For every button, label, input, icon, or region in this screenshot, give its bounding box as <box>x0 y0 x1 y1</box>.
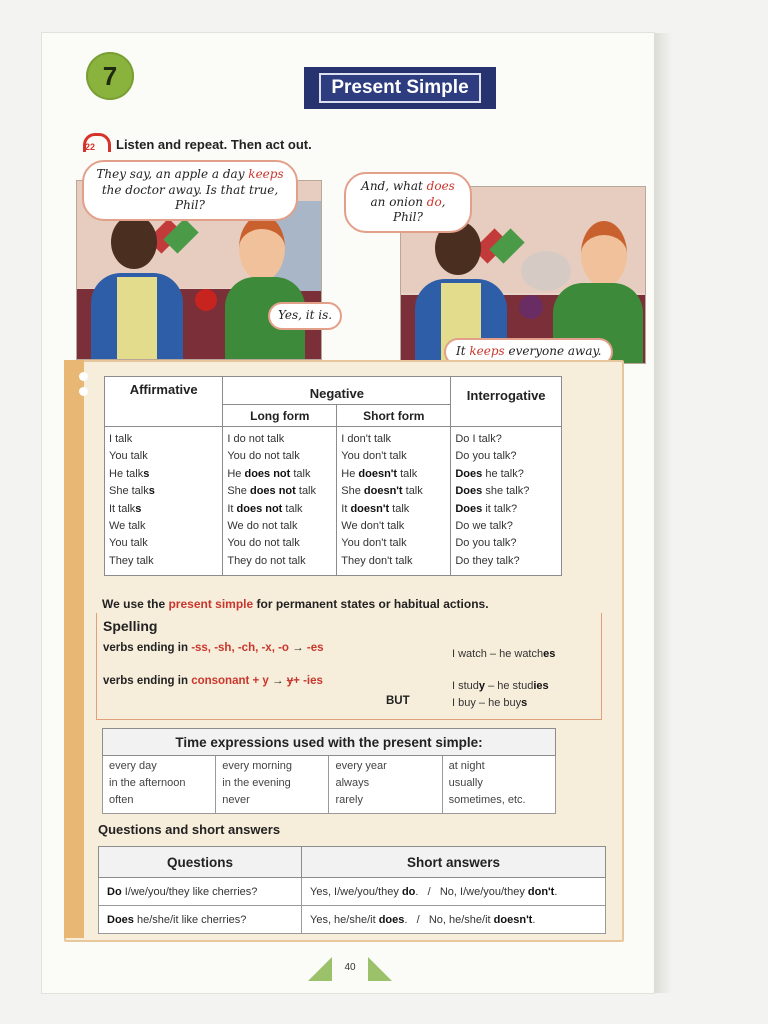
header-interrogative: Interrogative <box>451 377 562 427</box>
time-expression: sometimes, etc. <box>448 794 526 806</box>
page-number: 40 <box>344 962 356 973</box>
conjugation-line: It talks <box>109 502 142 515</box>
time-expression: never <box>222 794 250 806</box>
time-expressions-table <box>102 728 556 814</box>
conjugation-line: Do you talk? <box>455 537 517 550</box>
conjugation-line: You don't talk <box>341 537 407 550</box>
short-form-column <box>337 427 451 576</box>
answer-cell: Yes, he/she/it does. / No, he/she/it doesn't. <box>302 906 606 934</box>
time-expression: every year <box>335 760 387 772</box>
questions-title: Questions and short answers <box>98 822 281 837</box>
time-expression: in the evening <box>222 777 291 789</box>
header-short-answers: Short answers <box>302 847 606 878</box>
conjugation-line: She does not talk <box>227 485 317 498</box>
header-short-form: Short form <box>337 405 451 427</box>
header-negative: Negative <box>223 377 451 405</box>
spelling-example-2: I study – he studies <box>452 680 549 692</box>
time-expression-cell <box>329 756 442 814</box>
conjugation-line: You talk <box>109 450 148 463</box>
time-expressions-header: Time expressions used with the present simple: <box>103 729 556 756</box>
time-expression: in the afternoon <box>109 777 186 789</box>
conjugation-line: You don't talk <box>341 450 407 463</box>
conjugation-line: We don't talk <box>341 520 405 533</box>
conjugation-line: It does not talk <box>227 502 303 515</box>
conjugation-line: He talks <box>109 467 150 480</box>
conjugation-line: Does he talk? <box>455 467 524 480</box>
header-affirmative: Affirmative <box>105 377 223 427</box>
speech-bubble-1: They say, an apple a day keeps the doctor away. Is that true, Phil? <box>82 160 298 221</box>
speech-bubble-3: And, what does an onion do, Phil? <box>344 172 472 233</box>
time-expression-cell <box>442 756 555 814</box>
speech-bubble-4: It keeps everyone away. <box>444 338 613 366</box>
time-expression: at night <box>448 760 485 772</box>
bullet-dot <box>79 372 88 381</box>
time-expression: always <box>335 777 370 789</box>
conjugation-line: Do you talk? <box>455 450 517 463</box>
time-expression: often <box>109 794 134 806</box>
conjugation-line: They talk <box>109 554 154 567</box>
grammar-side-bar <box>64 360 84 938</box>
spelling-example-but: I buy – he buys <box>452 697 528 709</box>
time-expression: rarely <box>335 794 363 806</box>
conjugation-line: He does not talk <box>227 467 311 480</box>
conjugation-line: You talk <box>109 537 148 550</box>
question-cell: Does he/she/it like cherries? <box>99 906 302 934</box>
conjugation-line: She doesn't talk <box>341 485 423 498</box>
conjugation-line: It doesn't talk <box>341 502 410 515</box>
conjugation-line: I talk <box>109 433 133 445</box>
table-row <box>99 906 606 934</box>
conjugation-table <box>104 376 562 576</box>
track-number: 22 <box>85 142 96 152</box>
conjugation-line: They do not talk <box>227 554 306 567</box>
table-row <box>99 878 606 906</box>
answer-cell: Yes, I/we/you/they do. / No, I/we/you/they don't. <box>302 878 606 906</box>
conjugation-line: Does she talk? <box>455 485 530 498</box>
instruction-line <box>80 133 312 155</box>
conjugation-line: Do they talk? <box>455 554 520 567</box>
conjugation-line: Does it talk? <box>455 502 518 515</box>
conjugation-line: He doesn't talk <box>341 467 418 480</box>
conjugation-line: We do not talk <box>227 520 298 533</box>
spelling-rule-2: verbs ending in consonant + y → y+ -ies <box>103 675 323 687</box>
conjugation-line: You do not talk <box>227 450 300 463</box>
conjugation-line: I do not talk <box>227 433 285 445</box>
time-expression: every day <box>109 760 157 772</box>
header-questions: Questions <box>99 847 302 878</box>
spelling-example-1: I watch – he watches <box>452 648 556 660</box>
time-expression-cell <box>103 756 216 814</box>
question-cell: Do I/we/you/they like cherries? <box>99 878 302 906</box>
conjugation-line: They don't talk <box>341 554 413 567</box>
but-label: BUT <box>386 695 410 707</box>
unit-number-badge: 7 <box>86 52 134 100</box>
conjugation-line: Do I talk? <box>455 433 502 445</box>
title-banner <box>304 67 496 109</box>
instruction-text: Listen and repeat. Then act out. <box>116 136 312 152</box>
bullet-dot <box>79 387 88 396</box>
spelling-title: Spelling <box>103 618 158 634</box>
usage-note: We use the present simple for permanent states or habitual actions. <box>102 597 489 611</box>
conjugation-line: We talk <box>109 520 146 533</box>
conjugation-line: She talks <box>109 485 155 498</box>
headphones-icon <box>80 133 110 155</box>
questions-table <box>98 846 606 934</box>
affirmative-column <box>105 427 223 576</box>
conjugation-line: Do we talk? <box>455 520 513 533</box>
speech-bubble-2: Yes, it is. <box>268 302 342 330</box>
header-long-form: Long form <box>223 405 337 427</box>
time-expression: every morning <box>222 760 292 772</box>
page-edge-shadow <box>654 33 672 993</box>
interrogative-column <box>451 427 562 576</box>
long-form-column <box>223 427 337 576</box>
page-title: Present Simple <box>319 73 480 103</box>
conjugation-line: You do not talk <box>227 537 300 550</box>
time-expression: usually <box>448 777 483 789</box>
time-expression-cell <box>216 756 329 814</box>
spelling-rule-1: verbs ending in -ss, -sh, -ch, -x, -o → -es <box>103 642 324 654</box>
conjugation-line: I don't talk <box>341 433 392 445</box>
